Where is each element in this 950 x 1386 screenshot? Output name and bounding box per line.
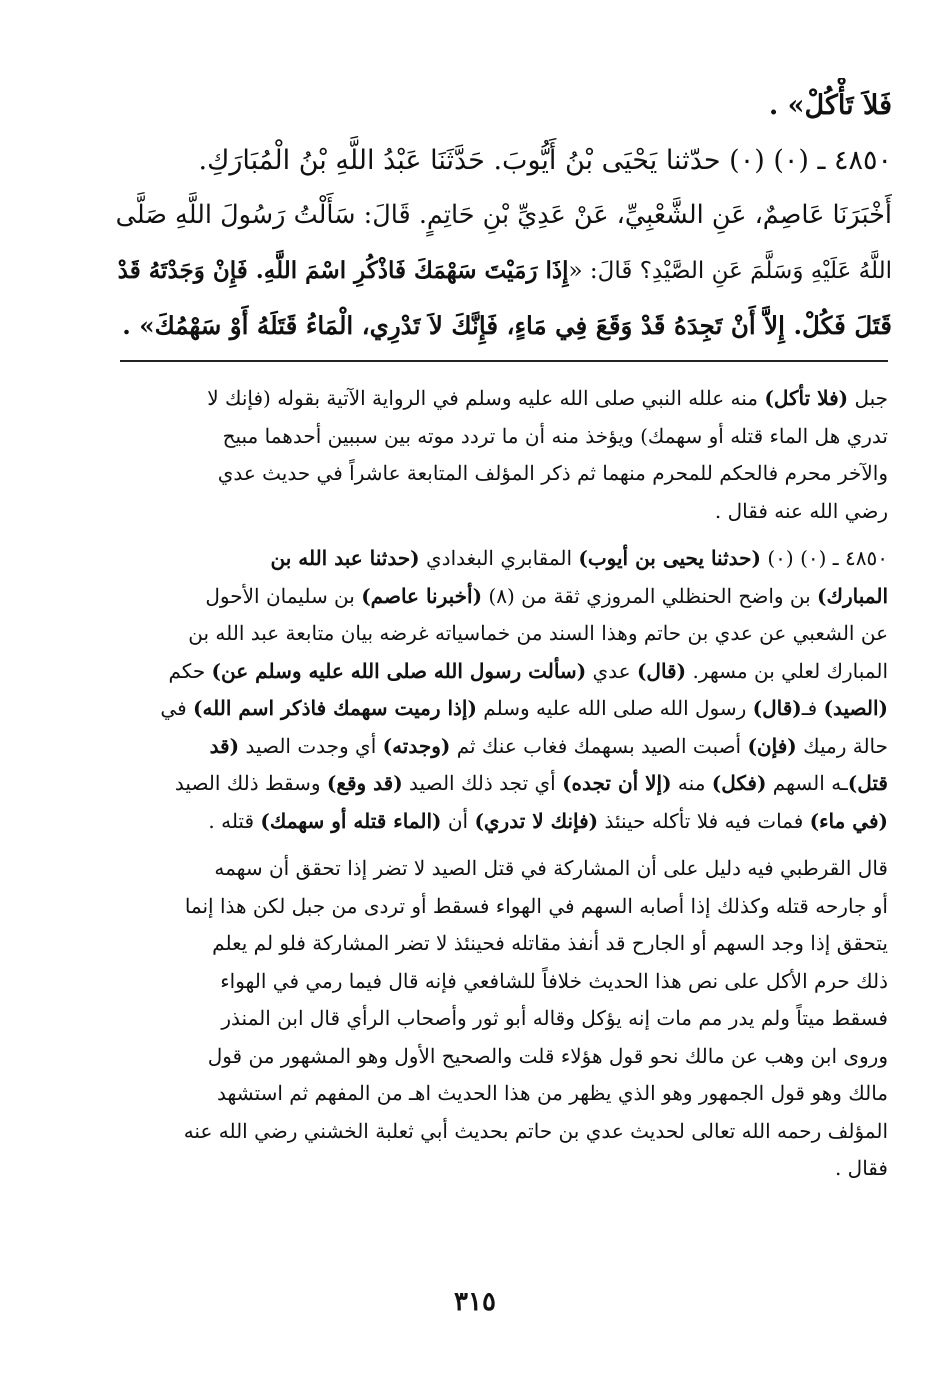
page-number: ٣١٥: [454, 1287, 496, 1317]
bold-text-segment: المبارك): [817, 583, 888, 608]
text-segment: فسقط ميتاً ولم يدر مم مات إنه يؤكل وقاله أبو ثور وأصحاب الرأي قال ابن المنذر: [221, 1006, 888, 1030]
text-segment: منه علله النبي صلى الله عليه وسلم في الرواية الآتية بقوله (فإنك لا: [207, 386, 765, 410]
text-segment: في: [160, 696, 193, 720]
text-segment: قتله .: [208, 808, 261, 833]
commentary-line: [120, 728, 888, 766]
commentary-line: [120, 615, 888, 653]
text-segment: حالة رميك: [796, 733, 888, 758]
commentary-line: [120, 1038, 888, 1076]
bold-text-segment: (في ماء): [809, 808, 888, 833]
bold-text-segment: (فإنك لا تدري): [474, 808, 599, 833]
text-segment: ـه السهم: [766, 771, 848, 795]
commentary-line: [120, 653, 888, 691]
footnote-divider: [120, 360, 888, 362]
commentary-line: [120, 1075, 888, 1113]
commentary-line: [120, 850, 888, 888]
hadith-text: [110, 78, 892, 353]
text-segment: اللَّهُ عَلَيْهِ وَسَلَّمَ عَنِ الصَّيْدِ؟ قَالَ: «: [568, 258, 892, 284]
commentary-paragraph: [120, 380, 888, 530]
bold-text-segment: قَتَلَ فَكُلْ. إِلاَّ أَنْ تَجِدَهُ قَدْ وَقَعَ فِي مَاءٍ، فَإِنَّكَ لاَ تَدْرِي، الْمَاءُ قَتَلَهُ أَوْ سَهْمُكَ» .: [122, 311, 892, 340]
commentary-line: [120, 455, 888, 493]
commentary-line: [120, 963, 888, 1001]
text-segment: ٤٨٥٠ ـ (٠) (٠): [761, 546, 888, 570]
text-segment: فمات فيه فلا تأكله حينئذ: [598, 808, 810, 833]
hadith-line: [110, 243, 892, 298]
bold-text-segment: (حدثنا يحيى بن أيوب): [578, 546, 761, 570]
bold-text-segment: (إذا رميت سهمك فاذكر اسم الله): [193, 696, 477, 720]
bold-text-segment: قتل): [847, 771, 888, 795]
text-segment: مالك وهو قول الجمهور وهو الذي يظهر من هذا الحديث اهـ من المفهم ثم استشهد: [217, 1081, 888, 1105]
bold-text-segment: (قد وقع): [326, 771, 403, 795]
bold-text-segment: (أخبرنا عاصم): [361, 583, 483, 608]
text-segment: ٤٨٥٠ ـ (٠) (٠) حدّثنا يَحْيَى بْنُ أَيُّوبَ. حَدَّثَنَا عَبْدُ اللَّهِ بْنُ الْمُبَارَكِ.: [198, 145, 892, 176]
text-segment: جبل: [848, 386, 888, 410]
bold-text-segment: (قال): [636, 658, 687, 683]
text-segment: أن: [441, 808, 475, 833]
commentary-line: [120, 1150, 888, 1188]
text-segment: فقال .: [834, 1156, 888, 1180]
commentary-line: [120, 690, 888, 728]
text-segment: رسول الله صلى الله عليه وسلم: [476, 696, 753, 720]
bold-text-segment: إِذَا رَمَيْتَ سَهْمَكَ فَاذْكُرِ اسْمَ اللَّهِ. فَإِنْ وَجَدْتَهُ قَدْ: [117, 257, 569, 284]
commentary-line: [120, 1000, 888, 1038]
commentary-line: [120, 765, 888, 803]
text-segment: أو جارحه قتله وكذلك إذا أصابه السهم في الهواء فسقط أو تردى من جبل لكن هذا إنما: [184, 893, 888, 918]
text-segment: والآخر محرم فالحكم للمحرم منهما ثم ذكر المؤلف المتابعة عاشراً في حديث عدي: [217, 461, 888, 485]
commentary-line: [120, 578, 888, 616]
commentary-line: [120, 925, 888, 963]
text-segment: أَخْبَرَنَا عَاصِمٌ، عَنِ الشَّعْبِيِّ، عَنْ عَدِيِّ بْنِ حَاتِمٍ. قَالَ: سَأَلْتُ رَسُولَ اللَّهِ صَلَّى: [115, 200, 892, 230]
bold-text-segment: فَلاَ تَأْكُلْ» .: [768, 90, 892, 121]
text-segment: أصبت الصيد بسهمك فغاب عنك ثم: [450, 733, 748, 758]
commentary-text: [120, 380, 888, 1198]
bold-text-segment: (فلا تأكل): [764, 386, 849, 410]
commentary-line: [120, 418, 888, 456]
bold-text-segment: (قد: [209, 733, 240, 758]
bold-text-segment: (فكل): [711, 771, 767, 795]
text-segment: أي تجد ذلك الصيد: [402, 771, 563, 795]
text-segment: يتحقق إذا وجد السهم أو الجارح قد أنفذ مقاتله فحينئذ لا تضر المشاركة فلو لم يعلم: [212, 931, 888, 955]
text-segment: وروى ابن وهب عن مالك نحو قول هؤلاء قلت والصحيح الأول وهو المشهور من قول: [207, 1043, 888, 1068]
text-segment: بن سليمان الأحول: [205, 583, 362, 608]
hadith-line: [110, 298, 892, 353]
commentary-paragraph: [120, 540, 888, 840]
text-segment: أي وجدت الصيد: [239, 733, 383, 758]
commentary-line: [120, 1113, 888, 1151]
bold-text-segment: (وجدته): [382, 733, 451, 758]
commentary-paragraph: [120, 850, 888, 1188]
text-segment: رضي الله عنه فقال .: [714, 498, 888, 523]
text-segment: عدي: [586, 658, 637, 683]
text-segment: وسقط ذلك الصيد: [174, 771, 327, 795]
bold-text-segment: (إلا أن تجده): [562, 771, 672, 795]
commentary-line: [120, 803, 888, 841]
text-segment: منه: [671, 771, 712, 795]
hadith-line: [110, 78, 892, 133]
bold-text-segment: (سألت رسول الله صلى الله عليه وسلم عن): [211, 658, 587, 683]
text-segment: فـ: [801, 696, 824, 720]
text-segment: بن واضح الحنظلي المروزي ثقة من (٨): [482, 583, 818, 608]
bold-text-segment: (قال): [752, 696, 802, 720]
text-segment: تدري هل الماء قتله أو سهمك) ويؤخذ منه أن ما تردد موته بين سببين أحدهما مبيح: [222, 423, 888, 448]
text-segment: عن الشعبي عن عدي بن حاتم وهذا السند من خماسياته غرضه بيان متابعة عبد الله بن: [188, 621, 888, 645]
text-segment: حكم: [168, 658, 212, 683]
text-segment: ذلك حرم الأكل على نص هذا الحديث خلافاً للشافعي فإنه قال فيما رمي في الهواء: [220, 968, 888, 993]
commentary-line: [120, 380, 888, 418]
text-segment: قال القرطبي فيه دليل على أن المشاركة في قتل الصيد لا تضر إذا تحقق أن سهمه: [214, 856, 888, 880]
bold-text-segment: (فإن): [747, 733, 797, 758]
bold-text-segment: (الصيد): [823, 696, 888, 720]
text-segment: المبارك لعلي بن مسهر.: [686, 658, 888, 683]
commentary-line: [120, 888, 888, 926]
text-segment: المؤلف رحمه الله تعالى لحديث عدي بن حاتم بحديث أبي ثعلبة الخشني رضي الله عنه: [183, 1118, 888, 1143]
text-segment: المقابري البغدادي: [419, 546, 579, 570]
bold-text-segment: (حدثنا عبد الله بن: [270, 546, 420, 570]
commentary-line: [120, 493, 888, 531]
hadith-line: [110, 188, 892, 243]
commentary-line: [120, 540, 888, 578]
bold-text-segment: (الماء قتله أو سهمك): [260, 808, 442, 833]
hadith-line: [110, 133, 892, 188]
